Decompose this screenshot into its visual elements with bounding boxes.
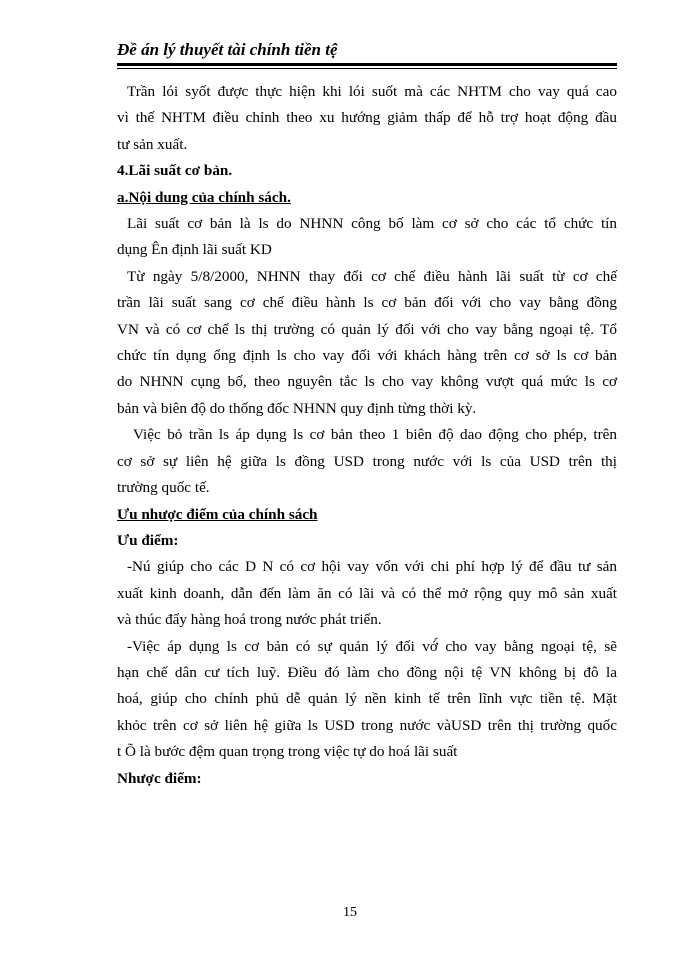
paragraph-line: hoá, giúp cho chính phủ dễ quản lý nền kinh tế trên lĩnh vực tiền tệ. Mặt xyxy=(117,690,617,708)
paragraph-line: do NHNN cụng bố, theo nguyên tắc ls cho vay không vượt quá mức ls cơ xyxy=(117,373,617,391)
paragraph-line: vì thế NHTM điều chỉnh theo xu hướng giảm thấp để hỗ trợ hoạt động đầu xyxy=(117,109,617,127)
paragraph-line: -Nú giúp cho các D N có cơ hội vay vốn với chi phí hợp lý để đầu tư sản xyxy=(127,558,617,576)
paragraph xyxy=(117,634,617,766)
paragraph-line: VN và có cơ chế ls thị trường có quản lý đối với cho vay bằng ngoại tệ. Tổ xyxy=(117,320,617,338)
paragraph-line: Lãi suất cơ bản là ls do NHNN công bố làm cơ sở cho các tổ chức tín xyxy=(127,215,617,233)
header-rule-thick xyxy=(117,63,617,66)
paragraph xyxy=(117,211,617,264)
paragraph-line: trường quốc tế. xyxy=(117,479,210,497)
section-heading: a.Nội dung của chính sách. xyxy=(117,188,291,206)
header-rule-thin xyxy=(117,68,617,69)
document-body xyxy=(117,79,617,792)
paragraph-line: Trần lói syốt được thực hiện khi lói suốt mà các NHTM cho vay quá cao xyxy=(127,83,617,100)
page-number: 15 xyxy=(343,905,357,920)
paragraph-line: hạn chế dân cư tích luỹ. Điều đó làm cho đồng nội tệ VN không bị đô la xyxy=(117,663,617,681)
paragraph-line: Từ ngày 5/8/2000, NHNN thay đổi cơ chế điều hành lãi suất từ cơ chế xyxy=(127,267,617,285)
paragraph xyxy=(117,79,617,158)
paragraph xyxy=(117,554,617,633)
header-title: Đề án lý thuyết tài chính tiền tệ xyxy=(117,40,338,59)
section-heading: Ưu điểm: xyxy=(117,531,179,549)
paragraph-line: -Việc áp dụng ls cơ bản có sự quản lý đối vớ́ cho vay bằng ngoại tệ, sẽ xyxy=(127,637,617,655)
paragraph-line: Việc bỏ trần ls áp dụng ls cơ bản theo 1 biên độ dao động cho phép, trên xyxy=(133,426,617,444)
paragraph-line: xuất kinh doanh, dẫn đến làm ăn có lãi và có thể mở rộng quy mô sản xuất xyxy=(117,584,617,602)
paragraph-line: bản và biên độ do thống đốc NHNN quy định từng thời kỳ. xyxy=(117,399,477,417)
paragraph xyxy=(117,264,617,422)
page-header xyxy=(117,40,617,60)
paragraph-line: t Õ là bước đệm quan trọng trong việc tự do hoá lãi suất xyxy=(117,743,458,761)
paragraph-line: chức tín dụng ổng định ls cho vay đối với khách hàng trên cơ sở ls cơ bản xyxy=(117,347,617,365)
paragraph-line: tư sản xuất. xyxy=(117,135,188,153)
paragraph-line: trần lãi suất sang cơ chế điều hành ls cơ bản đối với cho vay bằng đồng xyxy=(117,294,617,312)
section-heading: Ưu nhược điểm của chính sách xyxy=(117,505,318,523)
paragraph-line: khỏc trên cơ sở liên hệ giữa ls USD trong nước vàUSD trên thị trường quốc xyxy=(117,716,617,734)
paragraph-line: và thúc đẩy hàng hoá trong nước phát triển. xyxy=(117,611,382,629)
paragraph xyxy=(117,422,617,501)
paragraph-line: cơ sở sự liên hệ giữa ls đồng USD trong nước với ls của USD trên thị xyxy=(117,452,617,470)
paragraph-line: dụng Ên định lãi suất KD xyxy=(117,241,272,259)
section-heading: Nhược điểm: xyxy=(117,769,202,787)
section-heading: 4.Lãi suất cơ bản. xyxy=(117,162,233,180)
